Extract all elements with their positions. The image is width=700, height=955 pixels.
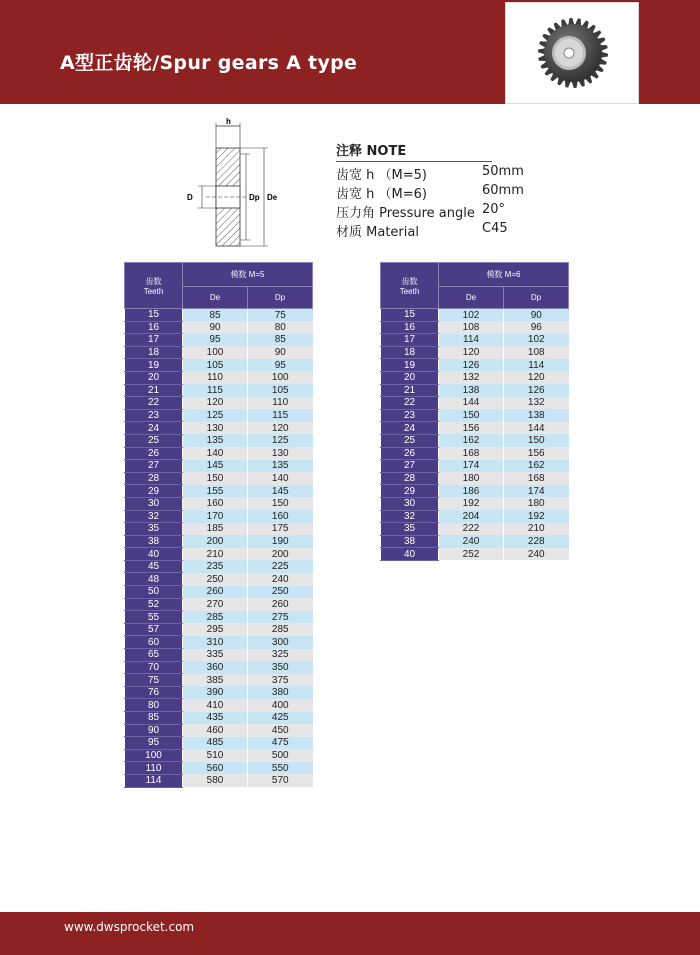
dp-cell: 210	[504, 523, 569, 536]
table-row	[381, 409, 569, 422]
de-cell: 126	[439, 359, 504, 372]
teeth-cell: 26	[125, 447, 183, 460]
table-row	[381, 548, 569, 561]
de-cell: 162	[439, 434, 504, 447]
de-cell: 240	[439, 535, 504, 548]
teeth-cell: 18	[381, 346, 439, 359]
dp-cell: 138	[504, 409, 569, 422]
table-row	[381, 460, 569, 473]
label-h: h	[226, 118, 231, 126]
table-row	[125, 774, 313, 787]
table-row	[125, 409, 313, 422]
dp-cell: 102	[504, 334, 569, 347]
de-cell: 485	[183, 737, 248, 750]
teeth-cell: 110	[125, 762, 183, 775]
table-row	[125, 346, 313, 359]
footer-website-link[interactable]: www.dwsprocket.com	[64, 920, 195, 934]
teeth-cell: 17	[381, 334, 439, 347]
dp-cell: 120	[248, 422, 313, 435]
teeth-cell: 23	[381, 409, 439, 422]
teeth-cell: 32	[125, 510, 183, 523]
dp-cell: 240	[504, 548, 569, 561]
teeth-cell: 80	[125, 699, 183, 712]
de-cell: 108	[439, 321, 504, 334]
dp-cell: 160	[248, 510, 313, 523]
de-cell: 186	[439, 485, 504, 498]
teeth-cell: 21	[125, 384, 183, 397]
teeth-cell: 16	[381, 321, 439, 334]
dp-cell: 375	[248, 674, 313, 687]
table-row	[381, 321, 569, 334]
dp-cell: 380	[248, 686, 313, 699]
dp-cell: 285	[248, 623, 313, 636]
teeth-header	[381, 263, 439, 309]
de-cell: 110	[183, 371, 248, 384]
teeth-cell: 22	[125, 397, 183, 410]
table-row	[125, 510, 313, 523]
table-row	[125, 535, 313, 548]
de-cell: 120	[183, 397, 248, 410]
de-cell: 150	[183, 472, 248, 485]
teeth-cell: 95	[125, 737, 183, 750]
dp-cell: 95	[248, 359, 313, 372]
dp-cell: 145	[248, 485, 313, 498]
teeth-cell: 19	[381, 359, 439, 372]
de-cell: 144	[439, 397, 504, 410]
teeth-cell: 27	[381, 460, 439, 473]
dp-cell: 75	[248, 309, 313, 322]
table-row	[381, 434, 569, 447]
de-cell: 200	[183, 535, 248, 548]
de-cell: 250	[183, 573, 248, 586]
dp-cell: 400	[248, 699, 313, 712]
de-cell: 204	[439, 510, 504, 523]
spec-table-m6	[380, 262, 569, 561]
dp-cell: 225	[248, 560, 313, 573]
table-row	[125, 371, 313, 384]
dp-cell: 96	[504, 321, 569, 334]
teeth-cell: 76	[125, 686, 183, 699]
teeth-cell: 38	[381, 535, 439, 548]
teeth-cell: 55	[125, 611, 183, 624]
page-title: A型正齿轮/Spur gears A type	[60, 52, 358, 74]
table-row	[125, 397, 313, 410]
teeth-cell: 15	[381, 309, 439, 322]
de-cell: 285	[183, 611, 248, 624]
teeth-cell: 60	[125, 636, 183, 649]
note-row	[336, 181, 536, 200]
teeth-cell: 28	[125, 472, 183, 485]
footer-banner	[0, 912, 700, 955]
table-row	[125, 560, 313, 573]
table-row	[125, 573, 313, 586]
table-row	[381, 422, 569, 435]
product-photo-frame	[505, 2, 639, 104]
table-row	[125, 497, 313, 510]
table-row	[125, 447, 313, 460]
dp-cell: 135	[248, 460, 313, 473]
table-row	[125, 359, 313, 372]
label-dp: Dp	[249, 193, 260, 202]
col-header-de: De	[183, 287, 248, 309]
de-cell: 510	[183, 749, 248, 762]
table-row	[125, 422, 313, 435]
teeth-cell: 17	[125, 334, 183, 347]
table-row	[381, 447, 569, 460]
dp-cell: 475	[248, 737, 313, 750]
teeth-cell: 21	[381, 384, 439, 397]
label-de: De	[267, 193, 278, 202]
col-header-de: De	[439, 287, 504, 309]
de-cell: 132	[439, 371, 504, 384]
de-cell: 174	[439, 460, 504, 473]
col-header-dp: Dp	[504, 287, 569, 309]
dp-cell: 425	[248, 712, 313, 725]
col-header-dp: Dp	[248, 287, 313, 309]
de-cell: 222	[439, 523, 504, 536]
teeth-cell: 35	[125, 523, 183, 536]
de-cell: 435	[183, 712, 248, 725]
dp-cell: 108	[504, 346, 569, 359]
de-cell: 580	[183, 774, 248, 787]
table-row	[125, 548, 313, 561]
module-header: 模数 M=6	[439, 263, 569, 287]
table-row	[125, 321, 313, 334]
de-cell: 102	[439, 309, 504, 322]
teeth-cell: 16	[125, 321, 183, 334]
teeth-cell: 24	[381, 422, 439, 435]
table-row	[125, 334, 313, 347]
table-row	[125, 712, 313, 725]
teeth-cell: 90	[125, 724, 183, 737]
de-cell: 180	[439, 472, 504, 485]
de-cell: 185	[183, 523, 248, 536]
gear-cross-section-icon	[180, 118, 290, 250]
spur-gear-photo-icon	[536, 15, 610, 91]
de-cell: 155	[183, 485, 248, 498]
de-cell: 135	[183, 434, 248, 447]
table-row	[381, 309, 569, 322]
dp-cell: 350	[248, 661, 313, 674]
dp-cell: 325	[248, 649, 313, 662]
dp-cell: 260	[248, 598, 313, 611]
de-cell: 145	[183, 460, 248, 473]
dp-cell: 90	[248, 346, 313, 359]
table-row	[381, 523, 569, 536]
teeth-cell: 25	[381, 434, 439, 447]
note-value: C45	[482, 221, 508, 236]
dp-cell: 156	[504, 447, 569, 460]
dp-cell: 190	[248, 535, 313, 548]
teeth-cell: 32	[381, 510, 439, 523]
dp-cell: 125	[248, 434, 313, 447]
dp-cell: 192	[504, 510, 569, 523]
dp-cell: 162	[504, 460, 569, 473]
teeth-cell: 30	[381, 497, 439, 510]
teeth-cell: 65	[125, 649, 183, 662]
dp-cell: 174	[504, 485, 569, 498]
table-row	[125, 674, 313, 687]
dp-cell: 240	[248, 573, 313, 586]
teeth-cell: 29	[381, 485, 439, 498]
de-cell: 114	[439, 334, 504, 347]
de-cell: 560	[183, 762, 248, 775]
teeth-cell: 100	[125, 749, 183, 762]
de-cell: 100	[183, 346, 248, 359]
de-cell: 252	[439, 548, 504, 561]
dp-cell: 200	[248, 548, 313, 561]
table-row	[381, 397, 569, 410]
note-row	[336, 200, 536, 219]
dp-cell: 140	[248, 472, 313, 485]
table-row	[125, 309, 313, 322]
teeth-cell: 20	[381, 371, 439, 384]
de-cell: 385	[183, 674, 248, 687]
table-row	[381, 472, 569, 485]
dp-cell: 228	[504, 535, 569, 548]
spec-table-m5	[124, 262, 313, 788]
table-row	[381, 485, 569, 498]
de-cell: 90	[183, 321, 248, 334]
teeth-cell: 52	[125, 598, 183, 611]
de-cell: 270	[183, 598, 248, 611]
de-cell: 125	[183, 409, 248, 422]
dp-cell: 132	[504, 397, 569, 410]
de-cell: 335	[183, 649, 248, 662]
teeth-cell: 20	[125, 371, 183, 384]
table-row	[125, 586, 313, 599]
teeth-header-en: Teeth	[399, 286, 420, 296]
dp-cell: 550	[248, 762, 313, 775]
table-row	[125, 699, 313, 712]
table-row	[125, 434, 313, 447]
table-row	[381, 346, 569, 359]
teeth-cell: 24	[125, 422, 183, 435]
de-cell: 210	[183, 548, 248, 561]
dp-cell: 120	[504, 371, 569, 384]
module-header: 模数 M=5	[183, 263, 313, 287]
dp-cell: 85	[248, 334, 313, 347]
table-row	[125, 485, 313, 498]
label-d: D	[187, 193, 193, 202]
teeth-cell: 48	[125, 573, 183, 586]
table-row	[381, 359, 569, 372]
table-row	[125, 661, 313, 674]
teeth-cell: 19	[125, 359, 183, 372]
table-row	[125, 649, 313, 662]
note-label: 材质 Material	[336, 225, 419, 240]
table-row	[125, 749, 313, 762]
de-cell: 120	[439, 346, 504, 359]
notes-title: 注释 NOTE	[336, 140, 492, 162]
de-cell: 390	[183, 686, 248, 699]
de-cell: 160	[183, 497, 248, 510]
teeth-cell: 70	[125, 661, 183, 674]
teeth-cell: 40	[381, 548, 439, 561]
teeth-cell: 28	[381, 472, 439, 485]
dp-cell: 168	[504, 472, 569, 485]
dp-cell: 90	[504, 309, 569, 322]
dp-cell: 175	[248, 523, 313, 536]
teeth-cell: 114	[125, 774, 183, 787]
dp-cell: 300	[248, 636, 313, 649]
teeth-cell: 38	[125, 535, 183, 548]
table-row	[125, 472, 313, 485]
note-value: 60mm	[482, 183, 524, 198]
de-cell: 115	[183, 384, 248, 397]
de-cell: 295	[183, 623, 248, 636]
teeth-cell: 40	[125, 548, 183, 561]
dp-cell: 450	[248, 724, 313, 737]
de-cell: 235	[183, 560, 248, 573]
teeth-cell: 50	[125, 586, 183, 599]
de-cell: 460	[183, 724, 248, 737]
teeth-cell: 22	[381, 397, 439, 410]
note-label: 齿宽 h （M=5)	[336, 168, 427, 183]
note-row	[336, 162, 536, 181]
note-label: 齿宽 h （M=6)	[336, 187, 427, 202]
note-value: 20°	[482, 202, 506, 217]
table-row	[381, 334, 569, 347]
table-row	[381, 384, 569, 397]
de-cell: 130	[183, 422, 248, 435]
teeth-header	[125, 263, 183, 309]
de-cell: 105	[183, 359, 248, 372]
de-cell: 410	[183, 699, 248, 712]
table-row	[125, 636, 313, 649]
table-row	[125, 686, 313, 699]
teeth-cell: 35	[381, 523, 439, 536]
dp-cell: 500	[248, 749, 313, 762]
de-cell: 170	[183, 510, 248, 523]
table-row	[125, 460, 313, 473]
table-row	[125, 737, 313, 750]
teeth-cell: 26	[381, 447, 439, 460]
teeth-cell: 15	[125, 309, 183, 322]
teeth-cell: 29	[125, 485, 183, 498]
notes-panel	[336, 140, 536, 238]
teeth-cell: 25	[125, 434, 183, 447]
note-row	[336, 219, 536, 238]
teeth-cell: 57	[125, 623, 183, 636]
dp-cell: 144	[504, 422, 569, 435]
table-row	[381, 497, 569, 510]
note-value: 50mm	[482, 164, 524, 179]
dp-cell: 150	[248, 497, 313, 510]
note-label: 压力角 Pressure angle	[336, 206, 475, 221]
table-row	[381, 371, 569, 384]
de-cell: 168	[439, 447, 504, 460]
de-cell: 95	[183, 334, 248, 347]
dp-cell: 250	[248, 586, 313, 599]
teeth-cell: 30	[125, 497, 183, 510]
de-cell: 138	[439, 384, 504, 397]
dp-cell: 150	[504, 434, 569, 447]
table-row	[125, 384, 313, 397]
teeth-cell: 18	[125, 346, 183, 359]
table-row	[125, 523, 313, 536]
dp-cell: 105	[248, 384, 313, 397]
de-cell: 85	[183, 309, 248, 322]
de-cell: 156	[439, 422, 504, 435]
teeth-header-cn: 齿数	[145, 276, 162, 286]
table-row	[125, 762, 313, 775]
de-cell: 140	[183, 447, 248, 460]
teeth-header-en: Teeth	[143, 286, 164, 296]
teeth-header-cn: 齿数	[401, 276, 418, 286]
dp-cell: 130	[248, 447, 313, 460]
dp-cell: 180	[504, 497, 569, 510]
teeth-cell: 75	[125, 674, 183, 687]
de-cell: 310	[183, 636, 248, 649]
table-row	[381, 535, 569, 548]
table-row	[125, 611, 313, 624]
de-cell: 260	[183, 586, 248, 599]
dp-cell: 126	[504, 384, 569, 397]
dp-cell: 115	[248, 409, 313, 422]
de-cell: 192	[439, 497, 504, 510]
dp-cell: 114	[504, 359, 569, 372]
teeth-cell: 23	[125, 409, 183, 422]
table-row	[125, 724, 313, 737]
header-banner	[0, 0, 700, 104]
table-row	[125, 623, 313, 636]
dp-cell: 100	[248, 371, 313, 384]
teeth-cell: 85	[125, 712, 183, 725]
de-cell: 360	[183, 661, 248, 674]
dp-cell: 110	[248, 397, 313, 410]
teeth-cell: 45	[125, 560, 183, 573]
dp-cell: 570	[248, 774, 313, 787]
de-cell: 150	[439, 409, 504, 422]
dp-cell: 80	[248, 321, 313, 334]
teeth-cell: 27	[125, 460, 183, 473]
dp-cell: 275	[248, 611, 313, 624]
table-row	[125, 598, 313, 611]
table-row	[381, 510, 569, 523]
